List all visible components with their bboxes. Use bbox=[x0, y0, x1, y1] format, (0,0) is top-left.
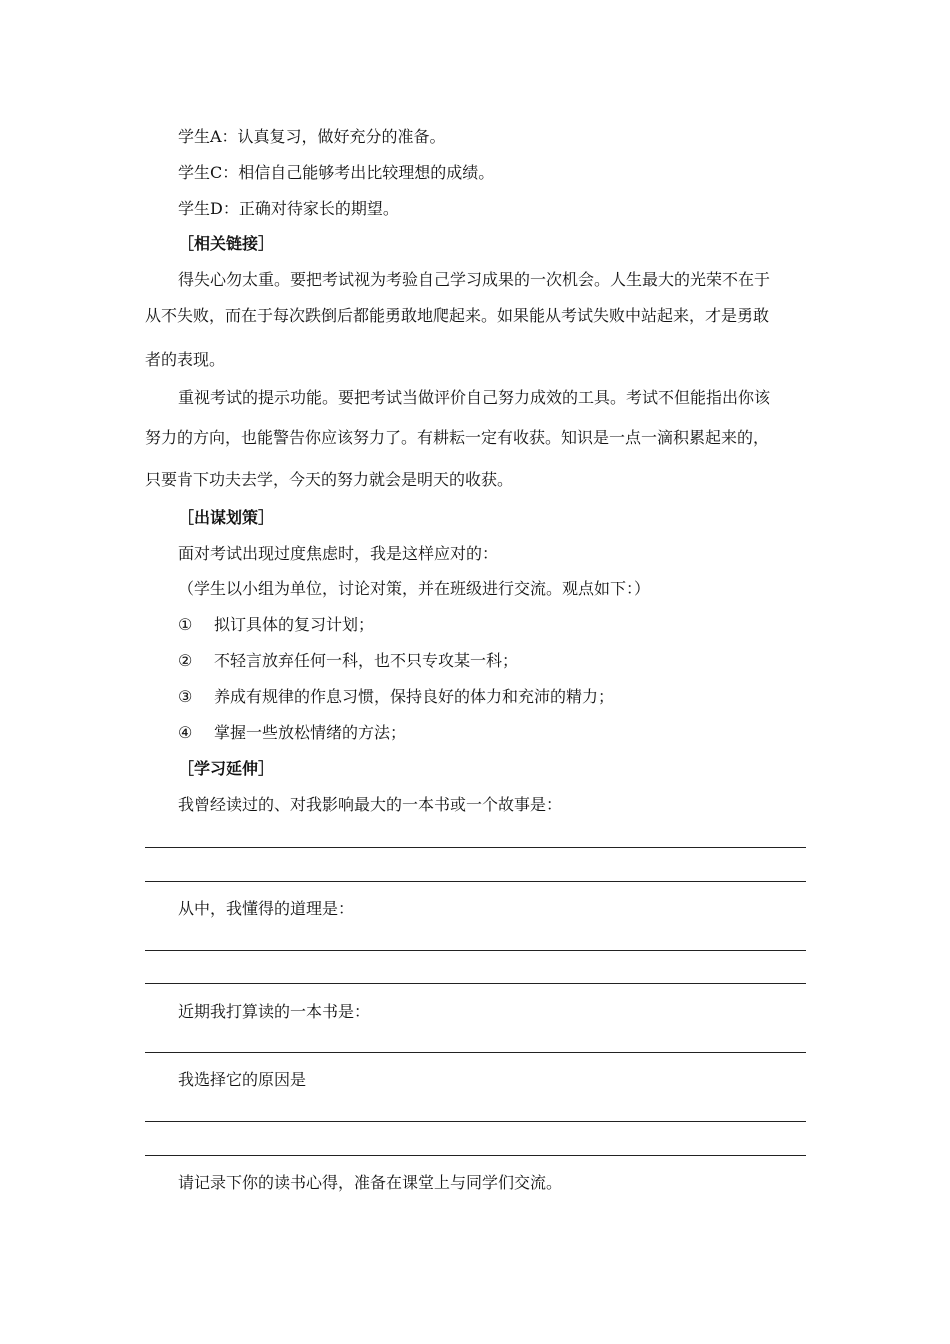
item-text: 不轻言放弃任何一科，也不只专攻某一科； bbox=[214, 651, 519, 670]
strategy-heading: ［出谋划策］ bbox=[178, 508, 275, 527]
item-number: ① bbox=[178, 615, 193, 634]
answer-line[interactable] bbox=[145, 1121, 806, 1122]
closing-instruction: 请记录下你的读书心得，准备在课堂上与同学们交流。 bbox=[178, 1173, 563, 1192]
answer-line[interactable] bbox=[145, 1155, 806, 1156]
answer-line[interactable] bbox=[145, 1052, 806, 1053]
strategy-item bbox=[178, 615, 374, 635]
links-para2-line1: 重视考试的提示功能。要把考试当做评价自己努力成效的工具。考试不但能指出你该 bbox=[178, 388, 771, 407]
extension-heading: ［学习延伸］ bbox=[178, 759, 275, 778]
item-number: ③ bbox=[178, 687, 193, 706]
related-links-heading: ［相关链接］ bbox=[178, 234, 275, 253]
answer-line[interactable] bbox=[145, 950, 806, 951]
strategy-intro: 面对考试出现过度焦虑时，我是这样应对的： bbox=[178, 544, 499, 563]
links-para2-line3: 只要肯下功夫去学，今天的努力就会是明天的收获。 bbox=[145, 470, 514, 489]
strategy-item bbox=[178, 651, 518, 671]
answer-line[interactable] bbox=[145, 881, 806, 882]
item-number: ② bbox=[178, 651, 193, 670]
item-text: 掌握一些放松情绪的方法； bbox=[214, 723, 407, 742]
extension-prompt-next-book: 近期我打算读的一本书是： bbox=[178, 1002, 371, 1021]
extension-prompt-lesson: 从中，我懂得的道理是： bbox=[178, 899, 355, 918]
links-para1-line3: 者的表现。 bbox=[145, 350, 226, 369]
extension-prompt-book: 我曾经读过的、对我影响最大的一本书或一个故事是： bbox=[178, 795, 563, 814]
strategy-item bbox=[178, 723, 406, 743]
links-para1-line1: 得失心勿太重。要把考试视为考验自己学习成果的一次机会。人生最大的光荣不在于 bbox=[178, 270, 771, 289]
item-text: 养成有规律的作息习惯，保持良好的体力和充沛的精力； bbox=[214, 687, 615, 706]
links-para1-line2: 从不失败，而在于每次跌倒后都能勇敢地爬起来。如果能从考试失败中站起来，才是勇敢 bbox=[145, 306, 770, 325]
answer-line[interactable] bbox=[145, 983, 806, 984]
item-text: 拟订具体的复习计划； bbox=[214, 615, 375, 634]
strategy-item bbox=[178, 687, 614, 707]
links-para2-line2: 努力的方向，也能警告你应该努力了。有耕耘一定有收获。知识是一点一滴积累起来的， bbox=[145, 428, 770, 447]
answer-line[interactable] bbox=[145, 847, 806, 848]
student-c-line: 学生C：相信自己能够考出比较理想的成绩。 bbox=[178, 163, 495, 182]
student-d-line: 学生D：正确对待家长的期望。 bbox=[178, 199, 399, 218]
extension-prompt-reason: 我选择它的原因是 bbox=[178, 1070, 307, 1089]
item-number: ④ bbox=[178, 723, 193, 742]
strategy-note: （学生以小组为单位，讨论对策，并在班级进行交流。观点如下：） bbox=[178, 579, 651, 598]
student-a-line: 学生A：认真复习，做好充分的准备。 bbox=[178, 127, 446, 146]
